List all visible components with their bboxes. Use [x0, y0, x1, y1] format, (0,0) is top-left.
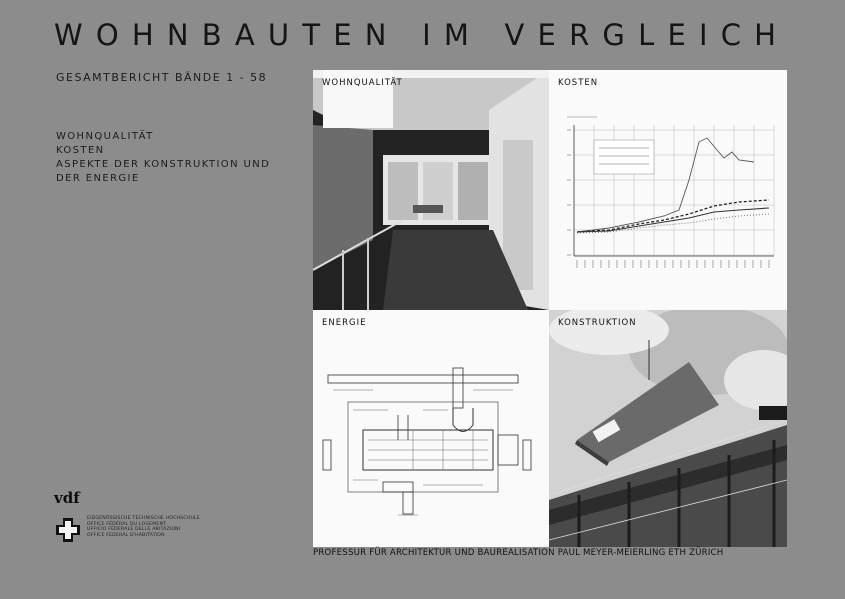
interior-photo — [313, 70, 549, 310]
panel-label: ENERGIE — [322, 318, 367, 328]
swiss-cross-emblem-icon — [54, 516, 82, 544]
topic-item: WOHNQUALITÄT — [56, 131, 154, 142]
topic-item: DER ENERGIE — [56, 173, 140, 184]
cover-subtitle: GESAMTBERICHT BÄNDE 1 - 58 — [56, 71, 268, 84]
footer-credit: PROFESSUR FÜR ARCHITEKTUR UND BAUREALISATION PAUL MEYER-MEIERLING ETH ZÜRICH — [313, 548, 724, 558]
construction-photo — [549, 310, 787, 547]
institution-lines — [87, 516, 200, 538]
institution-line: UFFICIO FEDERALE DELLE ABITAZIONI — [87, 527, 181, 533]
institution-line: OFFICE FÉDÉRAL DU LOGEMENT — [87, 521, 167, 527]
publisher-logo: vdf — [54, 489, 80, 507]
topic-item: KOSTEN — [56, 145, 105, 156]
panel-konstruktion — [549, 310, 787, 547]
panel-kosten — [549, 70, 787, 310]
topic-item: ASPEKTE DER KONSTRUKTION UND — [56, 159, 271, 170]
panel-energie — [313, 310, 549, 547]
energy-diagram — [313, 310, 549, 547]
institution-line: EIDGENÖSSISCHE TECHNISCHE HOCHSCHULE — [87, 516, 200, 521]
panel-label: KONSTRUKTION — [558, 318, 637, 328]
cost-chart — [549, 70, 787, 310]
topic-list — [56, 130, 270, 186]
cover-title: WOHNBAUTEN IM VERGLEICH — [54, 18, 790, 52]
panel-label: WOHNQUALITÄT — [322, 78, 403, 88]
panel-label: KOSTEN — [558, 78, 599, 88]
institution-line: OFFICE FEDERAL D'HABITATION — [87, 532, 165, 538]
panel-wohnqualitaet — [313, 70, 549, 310]
